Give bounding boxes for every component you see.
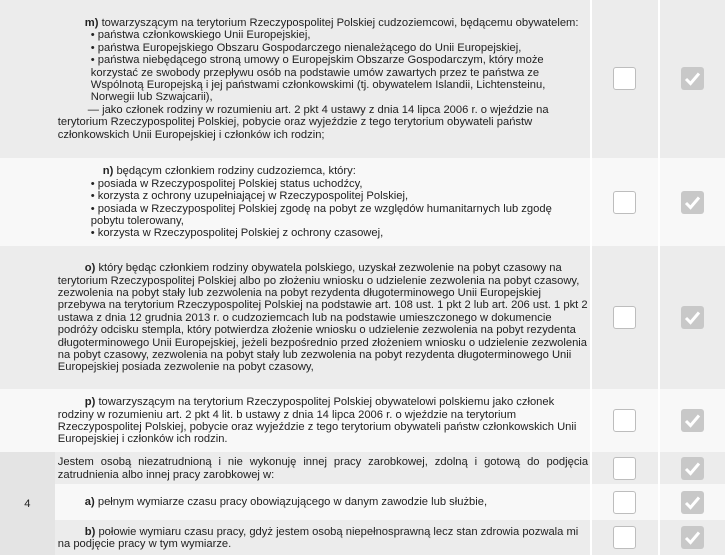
option-p-confirm-checkbox[interactable] bbox=[681, 409, 704, 432]
option-m-checkbox[interactable] bbox=[613, 67, 636, 90]
question-4a-checkbox[interactable] bbox=[613, 491, 636, 514]
checkbox-cell bbox=[591, 484, 658, 520]
option-n-checkbox[interactable] bbox=[613, 191, 636, 214]
confirm-cell bbox=[659, 246, 725, 389]
confirm-cell bbox=[659, 0, 725, 158]
row-number-cell bbox=[0, 246, 55, 389]
option-letter: n) bbox=[102, 165, 114, 178]
question-4a-text: a) pełnym wymiarze czasu pracy obowiązującego w danym zawodzie lub służbie, bbox=[55, 484, 591, 520]
row-number-cell bbox=[0, 389, 55, 452]
question-4b-confirm-checkbox[interactable] bbox=[681, 526, 704, 549]
checkmark-icon bbox=[684, 529, 701, 546]
checkmark-icon bbox=[684, 412, 701, 429]
question-number: 4 bbox=[0, 452, 55, 555]
table-row bbox=[0, 520, 725, 555]
question-4-confirm-checkbox[interactable] bbox=[681, 457, 704, 480]
bullet-item: • posiada w Rzeczypospolitej Polskiej status uchodźcy, bbox=[90, 177, 363, 190]
bullet-item: • państwa Europejskiego Obszaru Gospodarczego nienależącego do Unii Europejskiej, bbox=[90, 41, 522, 54]
option-letter: p) bbox=[84, 396, 96, 409]
confirm-cell bbox=[659, 520, 725, 555]
confirm-cell bbox=[659, 484, 725, 520]
table-row bbox=[0, 452, 725, 484]
checkmark-icon bbox=[684, 194, 701, 211]
table-row bbox=[0, 389, 725, 452]
table-row bbox=[0, 246, 725, 389]
option-o-text: o) który będąc członkiem rodziny obywatela polskiego, uzyskał zezwolenie na pobyt czasowy na terytorium Rzeczypospolitej Polskiej albo po złożeniu wniosku o udzielenie zezwolenia na pobyt czasowy, zezwolenia na pobyt stały lub zezwolenia na pobyt rezydenta długoterminowego Unii Europejskiej przebywa na terytorium Rzeczypospolitej Polskiej na podstawie art. 108 ust. 1 pkt 2 lub art. 206 ust. 1 pkt 2 ustawa z dnia 12 grudnia 2013 r. o cudzoziemcach lub na podstawie umieszczonego w dokumencie podróży odcisku stempla, który potwierdza złożenie wniosku o udzielenie zezwolenia na pobyt rezydenta długoterminowego Unii Europejskiej, jeżeli bezpośrednio przed złożeniem wniosku o udzielenie zezwolenia na pobyt czasowy, zezwolenia na pobyt stały lub zezwolenia na pobyt rezydenta długoterminowego Unii Europejskiej posiada zezwolenie na pobyt czasowy, bbox=[55, 246, 591, 389]
bullet-item: • państwa niebędącego stroną umowy o Europejskim Obszarze Gospodarczym, który może korzystać ze swobody przepływu osób na podstawie umów zawartych przez te państwa ze Wspólnotą Europejską i jej państwami członkowskimi (tj. obywatelem Islandii, Lichtensteinu, Norwegii lub Szwajcarii), bbox=[90, 54, 546, 104]
option-m-text: m) towarzyszącym na terytorium Rzeczypospolitej Polskiej cudzoziemcowi, będącemu obywatelem: • państwa członkowskiego Unii Europejskiej, • państwa Europejskiego Obszaru Gospodarczego nienależącego do Unii Europejskiej, • państwa niebędącego stroną umowy o Europejskim Obszarze Gospodarczym, który może korzystać ze swobody przepływu osób na podstawie umów zawartych przez te państwa ze Wspólnotą Europejską i jej państwami członkowskimi (tj. obywatelem Islandii, Lichtensteinu, Norwegii lub Szwajcarii), — jako członek rodziny w rozumieniu art. 2 pkt 4 ustawy z dnia 14 lipca 2006 r. o wjeździe na terytorium Rzeczypospolitej Polskiej, pobycie oraz wyjeździe z tego terytorium obywateli państw członkowskich Unii Europejskiej i członków ich rodzin; bbox=[55, 0, 591, 158]
option-o-confirm-checkbox[interactable] bbox=[681, 306, 704, 329]
checkbox-cell bbox=[591, 246, 658, 389]
table-row bbox=[0, 0, 725, 158]
checkmark-icon bbox=[684, 460, 701, 477]
checkbox-cell bbox=[591, 452, 658, 484]
option-p-text: p) towarzyszącym na terytorium Rzeczypospolitej Polskiej obywatelowi polskiemu jako członek rodziny w rozumieniu art. 2 pkt 4 lit. b ustawy z dnia 14 lipca 2006 r. o wjeździe na terytorium Rzeczypospolitej Polskiej, pobycie oraz wyjeździe z tego terytorium obywateli państw członkowskich Unii Europejskiej i członków ich rodzin. bbox=[55, 389, 591, 452]
checkmark-icon bbox=[684, 70, 701, 87]
option-n-confirm-checkbox[interactable] bbox=[681, 191, 704, 214]
checkmark-icon bbox=[684, 494, 701, 511]
checkbox-cell bbox=[591, 158, 658, 246]
row-number-cell bbox=[0, 158, 55, 246]
option-letter: b) bbox=[84, 525, 96, 538]
bullet-item: • posiada w Rzeczypospolitej Polskiej zgodę na pobyt ze względów humanitarnych lub zgodę pobytu tolerowany, bbox=[90, 202, 552, 227]
confirm-cell bbox=[659, 452, 725, 484]
confirm-cell bbox=[659, 389, 725, 452]
bullet-item: • państwa członkowskiego Unii Europejskiej, bbox=[90, 29, 311, 42]
option-n-text: n) będącym członkiem rodziny cudzoziemca, który: • posiada w Rzeczypospolitej Polskiej status uchodźcy, • korzysta z ochrony uzupełniającej w Rzeczypospolitej Polskiej, • posiada w Rzeczypospolitej Polskiej zgodę na pobyt ze względów humanitarnych lub zgodę pobytu tolerowany, • korzysta w Rzeczypospolitej Polskiej z ochrony czasowej, bbox=[55, 158, 591, 246]
bullet-item: • korzysta w Rzeczypospolitej Polskiej z ochrony czasowej, bbox=[90, 227, 384, 240]
option-o-checkbox[interactable] bbox=[613, 306, 636, 329]
bullet-item: • korzysta z ochrony uzupełniającej w Rzeczypospolitej Polskiej, bbox=[90, 190, 409, 203]
row-number-cell bbox=[0, 0, 55, 158]
option-letter: a) bbox=[84, 496, 95, 509]
checkbox-cell bbox=[591, 0, 658, 158]
option-p-checkbox[interactable] bbox=[613, 409, 636, 432]
option-letter: o) bbox=[84, 262, 96, 275]
question-4b-text: b) połowie wymiaru czasu pracy, gdyż jestem osobą niepełnosprawną lecz stan zdrowia pozwala mi na podjęcie pracy w tym wymiarze. bbox=[55, 520, 591, 555]
question-4b-checkbox[interactable] bbox=[613, 526, 636, 549]
option-letter: m) bbox=[84, 16, 99, 29]
checkbox-cell bbox=[591, 520, 658, 555]
table-row bbox=[0, 484, 725, 520]
checkbox-cell bbox=[591, 389, 658, 452]
confirm-cell bbox=[659, 158, 725, 246]
table-row bbox=[0, 158, 725, 246]
question-4-text: Jestem osobą niezatrudnioną i nie wykonuję innej pracy zarobkowej, zdolną i gotową do podjęcia zatrudnienia albo innej pracy zarobkowej w: bbox=[55, 452, 591, 484]
checkmark-icon bbox=[684, 309, 701, 326]
option-m-confirm-checkbox[interactable] bbox=[681, 67, 704, 90]
dash-paragraph: — jako członek rodziny w rozumieniu art. 2 pkt 4 ustawy z dnia 14 lipca 2006 r. o wjeździe na terytorium Rzeczypospolitej Polskiej, pobycie oraz wyjeździe z tego terytorium obywateli państw członkowskich Unii Europejskiej i członków ich rodzin; bbox=[57, 103, 549, 141]
question-4a-confirm-checkbox[interactable] bbox=[681, 491, 704, 514]
question-4-checkbox[interactable] bbox=[613, 457, 636, 480]
